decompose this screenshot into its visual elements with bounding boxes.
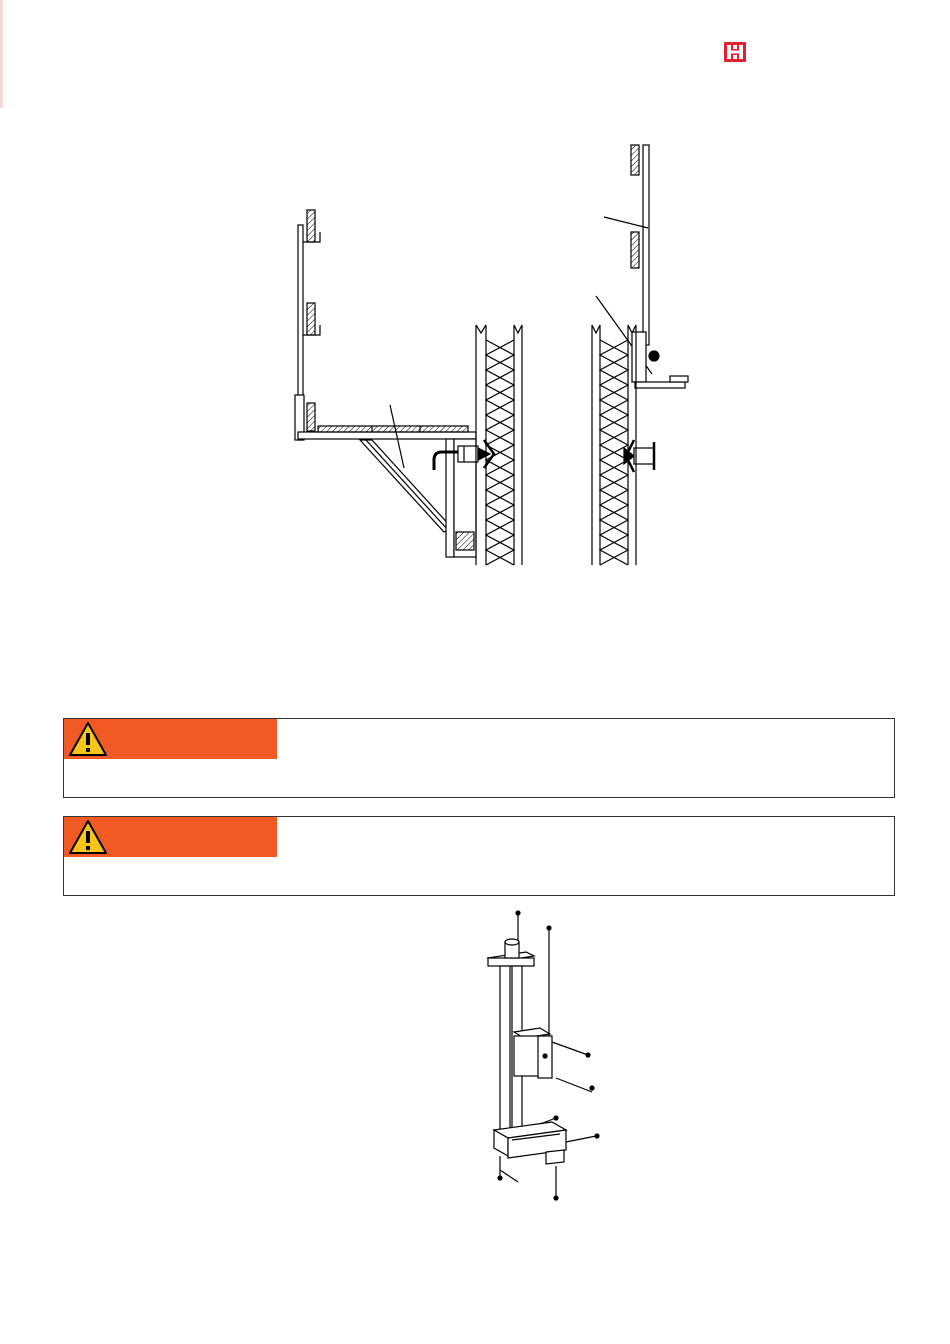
hunnebeck-h-logo-icon [724,42,746,62]
drawing-isometric-bracket [488,911,599,1200]
drawing-truss-left [476,325,522,565]
warning-box [63,718,895,798]
drawing-truss-right [592,325,636,565]
warning-header [64,719,277,759]
warning-header [64,817,277,857]
warning-triangle-icon [68,720,108,758]
drawing-platform-bracket [295,210,494,557]
drawing-guard-post [596,145,688,472]
warning-triangle-icon [68,818,108,856]
warning-box [63,816,895,896]
page-edge-tab [0,0,3,108]
